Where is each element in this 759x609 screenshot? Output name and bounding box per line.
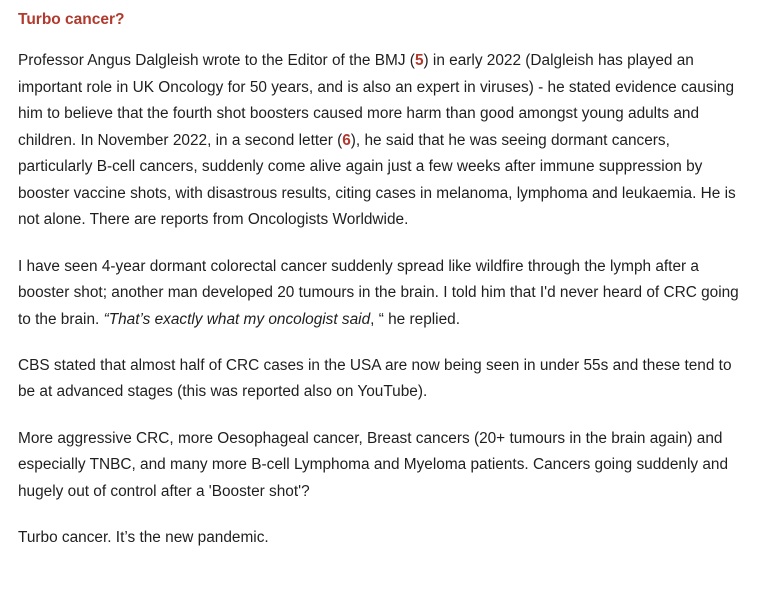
paragraph-1-part-c: ), he said that he was seeing dormant cancers, particularly B-cell cancers, suddenly come alive again just a few weeks after immune suppression by booster vaccine shots, with disastrous results, citing cases in melanoma, lymphoma and leukaemia. He is not alone. There are reports from Oncologists Worldwide.: [18, 131, 736, 229]
paragraph-2-quote: “That’s exactly what my oncologist said: [103, 310, 371, 328]
paragraph-2: [18, 254, 741, 333]
paragraph-4: More aggressive CRC, more Oesophageal cancer, Breast cancers (20+ tumours in the brain again) and especially TNBC, and many more B-cell Lymphoma and Myeloma patients. Cancers going suddenly and hugely out of control after a 'Booster shot'?: [18, 429, 729, 500]
paragraph-3: CBS stated that almost half of CRC cases in the USA are now being seen in under 55s and these tend to be at advanced stages (this was reported also on YouTube).: [18, 356, 732, 401]
paragraph-5: Turbo cancer. It’s the new pandemic.: [18, 529, 269, 547]
section-heading: Turbo cancer?: [18, 11, 125, 28]
reference-link-5[interactable]: 5: [414, 52, 424, 70]
paragraph-2-part-a: I have seen 4-year dormant colorectal cancer suddenly spread like wildfire through the lymph after a booster shot; another man developed 20 tumours in the brain. I told him that I'd never heard of CRC going to the brain.: [18, 257, 739, 328]
paragraph-2-part-b: , “ he replied.: [370, 310, 460, 328]
paragraph-1-part-b: ) in early 2022 (Dalgleish has played an important role in UK Oncology for 50 years, and is also an expert in viruses) - he stated evidence causing him to believe that the fourth shot boosters caused more harm than good amongst young adults and children. In November 2022, in a second letter (: [18, 52, 735, 149]
reference-link-6[interactable]: 6: [342, 131, 351, 149]
paragraph-1-part-a: Professor Angus Dalgleish wrote to the Editor of the BMJ (: [18, 52, 415, 70]
paragraph-1: [18, 48, 741, 233]
